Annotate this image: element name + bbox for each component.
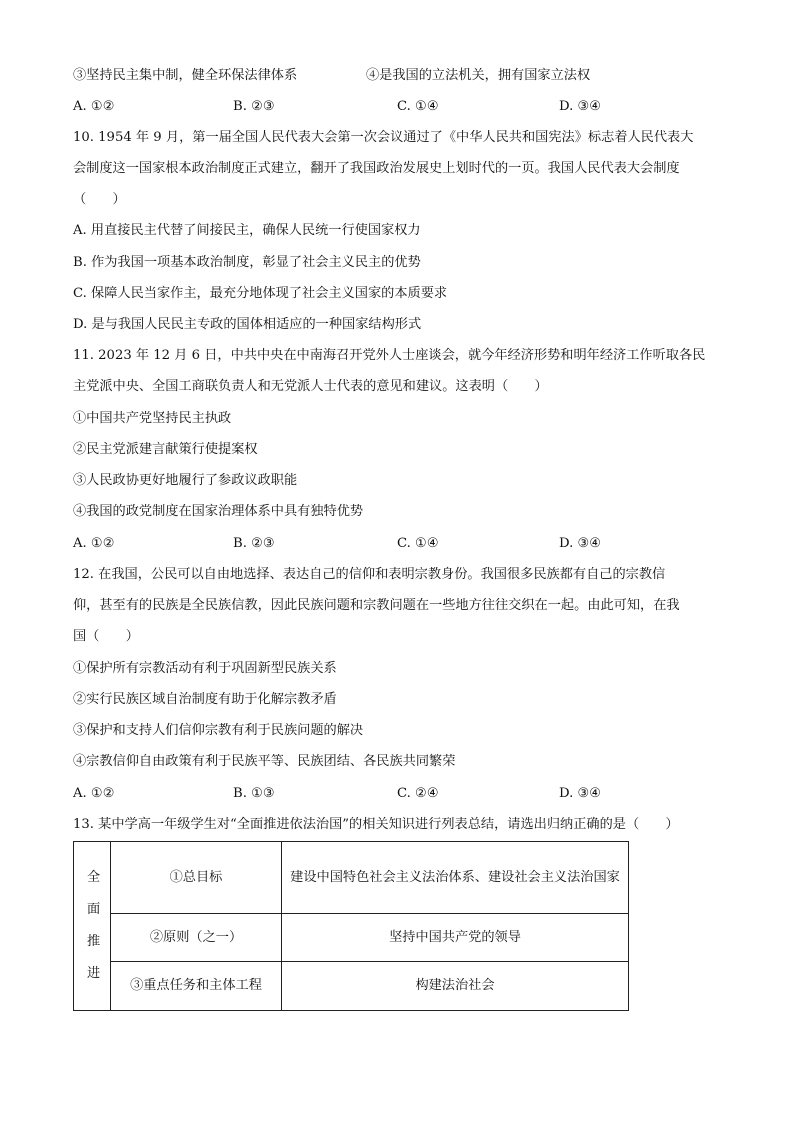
table-row	[74, 842, 629, 914]
q12-choice-d: D. ③④	[559, 786, 602, 801]
q12-stem-line-1: 12. 在我国，公民可以自由地选择、表达自己的信仰和表明宗教身份。我国很多民族都有自己的宗教信	[73, 567, 666, 582]
q10-stem-line-1: 10. 1954 年 9 月，第一届全国人民代表大会第一次会议通过了《中华人民共和国宪法》标志着人民代表大	[73, 130, 694, 145]
q9-choice-b: B. ②③	[233, 99, 275, 114]
q12-choices	[73, 784, 673, 804]
q10-option-b: B. 作为我国一项基本政治制度，彰显了社会主义民主的优势	[73, 255, 421, 270]
q11-item-3: ③人民政协更好地履行了参政议政职能	[73, 473, 298, 488]
q11-choices	[73, 534, 673, 554]
q12-item-1: ①保护所有宗教活动有利于巩固新型民族关系	[73, 661, 337, 676]
q9-choice-d: D. ③④	[559, 99, 602, 114]
q9-choices	[73, 97, 673, 117]
row-content-1: 建设中国特色社会主义法治体系、建设社会主义法治国家	[282, 842, 629, 914]
q10-option-a: A. 用直接民主代替了间接民主，确保人民统一行使国家权力	[73, 223, 421, 238]
q11-item-1: ①中国共产党坚持民主执政	[73, 411, 232, 426]
row-item-3: ③重点任务和主体工程	[111, 962, 282, 1011]
q12-stem-line-2: 仰，甚至有的民族是全民族信教，因此民族问题和宗教问题在一些地方往往交织在一起。由此可知，在我	[73, 598, 680, 613]
q9-choice-a: A. ①②	[73, 99, 115, 114]
q10-stem-line-2: 会制度这一国家根本政治制度正式建立，翻开了我国政治发展史上划时代的一页。我国人民代表大会制度	[73, 161, 680, 176]
table-row	[74, 914, 629, 962]
q12-choice-a: A. ①②	[73, 786, 115, 801]
q10-option-d: D. 是与我国人民民主专政的国体相适应的一种国家结构形式	[73, 317, 422, 332]
row-item-1: ①总目标	[111, 842, 282, 914]
q11-choice-d: D. ③④	[559, 536, 602, 551]
q12-stem-line-3: 国（ ）	[73, 629, 139, 644]
q13-summary-table	[73, 841, 629, 1011]
q12-item-4: ④宗教信仰自由政策有利于民族平等、民族团结、各民族共同繁荣	[73, 754, 456, 769]
q11-item-4: ④我国的政党制度在国家治理体系中具有独特优势	[73, 504, 364, 519]
q12-item-2: ②实行民族区域自治制度有助于化解宗教矛盾	[73, 692, 337, 707]
q11-stem-line-1: 11. 2023 年 12 月 6 日，中共中央在中南海召开党外人士座谈会，就今年经济形势和明年经济工作听取各民	[73, 348, 706, 363]
row-content-2: 坚持中国共产党的领导	[282, 914, 629, 962]
q11-choice-c: C. ①④	[397, 536, 439, 551]
q11-stem-line-2: 主党派中央、全国工商联负责人和无党派人士代表的意见和建议。这表明（ ）	[73, 379, 548, 394]
q9-option-4: ④是我国的立法机关，拥有国家立法权	[366, 68, 591, 83]
q9-choice-c: C. ①④	[397, 99, 439, 114]
q13-stem-line-1: 13. 某中学高一年级学生对“全面推进依法治国”的相关知识进行列表总结，请选出归纳正确的是（ ）	[73, 817, 679, 832]
side-label: 全面推进	[87, 870, 101, 981]
row-item-2: ②原则（之一）	[111, 914, 282, 962]
q12-choice-c: C. ②④	[397, 786, 439, 801]
q10-stem-line-3: （ ）	[73, 192, 126, 207]
q12-choice-b: B. ①③	[233, 786, 275, 801]
q11-choice-b: B. ②③	[233, 536, 275, 551]
row-content-3: 构建法治社会	[282, 962, 629, 1011]
q11-choice-a: A. ①②	[73, 536, 115, 551]
q9-options-3-4	[73, 66, 673, 86]
q12-item-3: ③保护和支持人们信仰宗教有利于民族问题的解决	[73, 723, 364, 738]
table-row	[74, 962, 629, 1011]
q11-item-2: ②民主党派建言献策行使提案权	[73, 442, 258, 457]
q9-option-3: ③坚持民主集中制，健全环保法律体系	[73, 68, 298, 83]
q10-option-c: C. 保障人民当家作主，最充分地体现了社会主义国家的本质要求	[73, 286, 448, 301]
side-label-cell	[74, 842, 111, 1011]
